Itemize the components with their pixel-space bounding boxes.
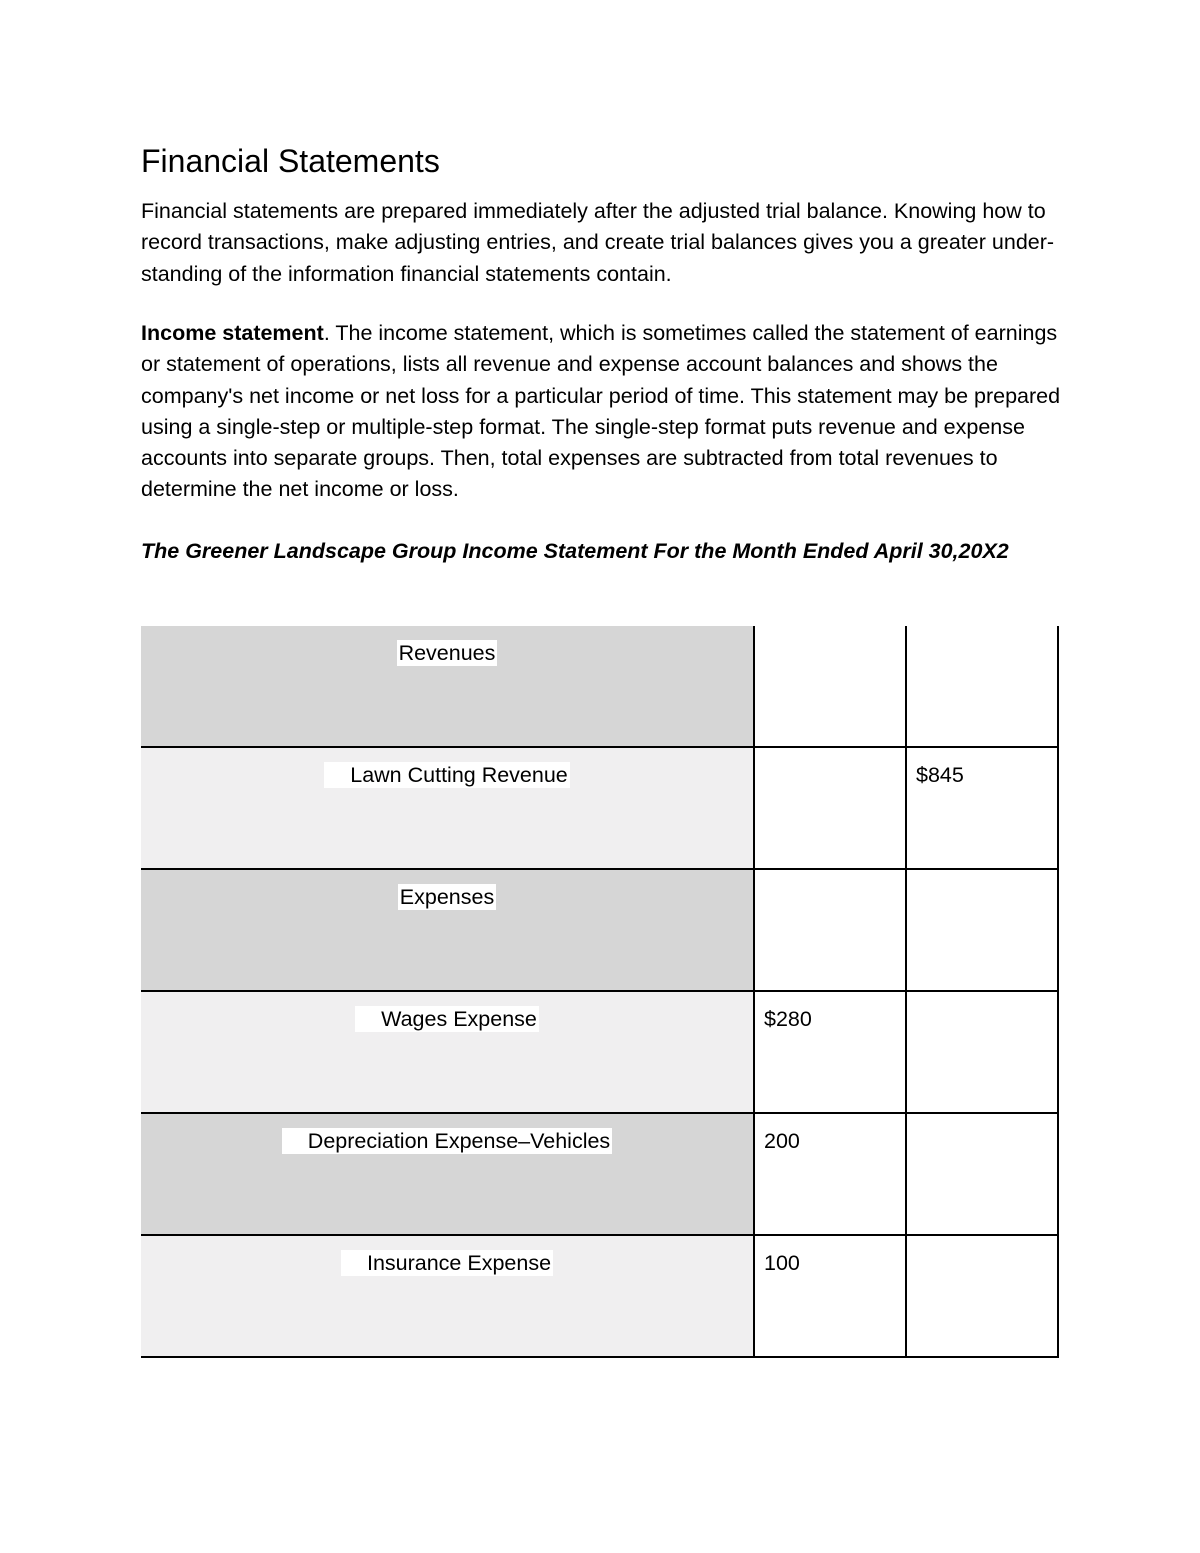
- debit-amount: 100: [764, 1251, 800, 1275]
- table-row-lawn-cutting-revenue: [141, 747, 1058, 869]
- table-row-insurance-expense: [141, 1235, 1058, 1357]
- page-title: Financial Statements: [141, 143, 440, 179]
- statement-heading: The Greener Landscape Group Income Statement For the Month Ended April 30,20X2: [141, 539, 1009, 563]
- credit-cell: [906, 747, 1058, 869]
- debit-cell: [754, 869, 906, 991]
- row-label: Lawn Cutting Revenue: [324, 762, 570, 788]
- row-label-cell: [141, 747, 754, 869]
- credit-cell: [906, 1113, 1058, 1235]
- row-label-cell: [141, 1235, 754, 1357]
- debit-amount: $280: [764, 1007, 812, 1031]
- intro-paragraph: Financial statements are prepared immediately after the adjusted trial balance. Knowing how to record transactions, make adjusting entries, and create trial balances gives you a greater under-standing of the information financial statements contain.: [141, 199, 1055, 286]
- credit-amount: $845: [916, 763, 964, 787]
- debit-cell: [754, 991, 906, 1113]
- table-row-depreciation-expense: [141, 1113, 1058, 1235]
- row-label: Revenues: [398, 641, 496, 665]
- row-label-cell: [141, 869, 754, 991]
- row-label: Depreciation Expense–Vehicles: [282, 1128, 612, 1154]
- credit-cell: [906, 1235, 1058, 1357]
- row-label: Expenses: [399, 885, 495, 909]
- row-label: Insurance Expense: [341, 1250, 553, 1276]
- debit-cell: [754, 626, 906, 747]
- row-label-cell: [141, 626, 754, 747]
- table-row-wages-expense: [141, 991, 1058, 1113]
- income-statement-paragraph: [141, 318, 1071, 506]
- income-statement-table: [141, 626, 1059, 1358]
- row-label: Wages Expense: [355, 1006, 539, 1032]
- credit-cell: [906, 869, 1058, 991]
- row-label-cell: [141, 991, 754, 1113]
- debit-amount: 200: [764, 1129, 800, 1153]
- income-statement-text: . The income statement, which is sometimes called the statement of earnings or statement of operations, lists all revenue and expense account balances and shows the company's net income or net loss for a particular period of time. This statement may be prepared using a single-step or multiple-step format. The single-step format puts revenue and expense accounts into separate groups. Then, total expenses are subtracted from total revenues to determine the net income or loss.: [141, 321, 1061, 502]
- credit-cell: [906, 626, 1058, 747]
- debit-cell: [754, 747, 906, 869]
- debit-cell: [754, 1235, 906, 1357]
- debit-cell: [754, 1113, 906, 1235]
- table-row-revenues: [141, 626, 1058, 747]
- income-statement-term: Income statement: [141, 321, 324, 345]
- table-row-expenses: [141, 869, 1058, 991]
- row-label-cell: [141, 1113, 754, 1235]
- credit-cell: [906, 991, 1058, 1113]
